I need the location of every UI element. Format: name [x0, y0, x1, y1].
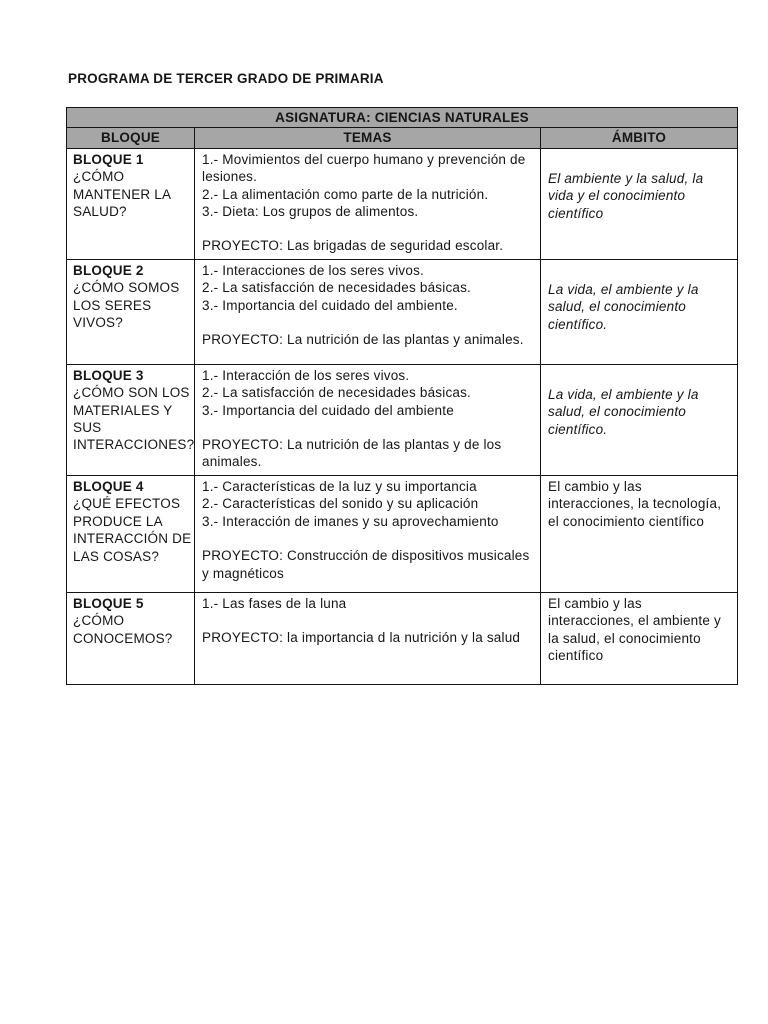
bloque-cell — [67, 592, 195, 684]
column-header-temas: TEMAS — [195, 128, 541, 148]
bloque-cell — [67, 259, 195, 364]
bloque-cell — [67, 475, 195, 592]
bloque-number: BLOQUE 5 — [73, 595, 144, 611]
ambito-text: El ambiente y la salud, la vida y el conocimiento científico — [548, 170, 704, 221]
proyecto-text: PROYECTO: la importancia d la nutrición y la salud — [202, 630, 521, 646]
table-row — [67, 259, 738, 364]
table-row — [67, 592, 738, 684]
tema-item: 3.- Importancia del cuidado del ambiente — [202, 402, 454, 418]
ambito-cell — [541, 475, 738, 592]
bloque-number: BLOQUE 1 — [73, 151, 144, 167]
curriculum-table — [66, 107, 738, 685]
tema-item: 3.- Dieta: Los grupos de alimentos. — [202, 204, 419, 220]
bloque-question: ¿QUÉ EFECTOS PRODUCE LA INTERACCIÓN DE LAS COSAS? — [73, 496, 192, 564]
bloque-number: BLOQUE 2 — [73, 262, 144, 278]
bloque-cell — [67, 364, 195, 475]
proyecto-text: PROYECTO: Las brigadas de seguridad escolar. — [202, 238, 504, 254]
temas-cell — [195, 475, 541, 592]
bloque-question: ¿CÓMO MANTENER LA SALUD? — [73, 169, 171, 220]
ambito-cell — [541, 364, 738, 475]
tema-item: 1.- Interacciones de los seres vivos. — [202, 262, 424, 278]
tema-item: 1.- Características de la luz y su importancia — [202, 478, 477, 494]
tema-item: 1.- Las fases de la luna — [202, 595, 347, 611]
column-header-bloque: BLOQUE — [67, 128, 195, 148]
proyecto-text: PROYECTO: La nutrición de las plantas y de los animales. — [202, 437, 502, 470]
proyecto-text: PROYECTO: La nutrición de las plantas y animales. — [202, 332, 524, 348]
table-row — [67, 475, 738, 592]
ambito-text: La vida, el ambiente y la salud, el conocimiento científico. — [548, 386, 699, 437]
tema-item: 3.- Interacción de imanes y su aprovechamiento — [202, 513, 499, 529]
table-title-row — [67, 108, 738, 128]
ambito-cell — [541, 592, 738, 684]
ambito-text: El cambio y las interacciones, el ambiente y la salud, el conocimiento científico — [548, 595, 721, 664]
ambito-text: La vida, el ambiente y la salud, el conocimiento científico. — [548, 281, 699, 332]
ambito-cell — [541, 148, 738, 259]
tema-item: 2.- La satisfacción de necesidades básicas. — [202, 385, 472, 401]
bloque-question: ¿CÓMO SON LOS MATERIALES Y SUS INTERACCIONES? — [73, 385, 195, 453]
table-title: ASIGNATURA: CIENCIAS NATURALES — [67, 108, 738, 128]
tema-item: 3.- Importancia del cuidado del ambiente. — [202, 297, 458, 313]
tema-item: 1.- Interacción de los seres vivos. — [202, 367, 410, 383]
temas-cell — [195, 364, 541, 475]
tema-item: 1.- Movimientos del cuerpo humano y prevención de lesiones. — [202, 151, 526, 185]
temas-cell — [195, 592, 541, 684]
bloque-number: BLOQUE 4 — [73, 478, 144, 494]
temas-cell — [195, 148, 541, 259]
column-header-ambito: ÁMBITO — [541, 128, 738, 148]
bloque-number: BLOQUE 3 — [73, 367, 144, 383]
table-header-row — [67, 128, 738, 148]
table-row — [67, 148, 738, 259]
tema-item: 2.- La satisfacción de necesidades básicas. — [202, 280, 472, 296]
tema-item: 2.- La alimentación como parte de la nutrición. — [202, 186, 489, 202]
temas-cell — [195, 259, 541, 364]
ambito-cell — [541, 259, 738, 364]
bloque-cell — [67, 148, 195, 259]
bloque-question: ¿CÓMO SOMOS LOS SERES VIVOS? — [73, 280, 180, 331]
table-row — [67, 364, 738, 475]
bloque-question: ¿CÓMO CONOCEMOS? — [73, 613, 173, 646]
document-title: PROGRAMA DE TERCER GRADO DE PRIMARIA — [68, 71, 384, 86]
tema-item: 2.- Características del sonido y su aplicación — [202, 496, 479, 512]
ambito-text: El cambio y las interacciones, la tecnología, el conocimiento científico — [548, 478, 722, 529]
proyecto-text: PROYECTO: Construcción de dispositivos musicales y magnéticos — [202, 548, 530, 581]
